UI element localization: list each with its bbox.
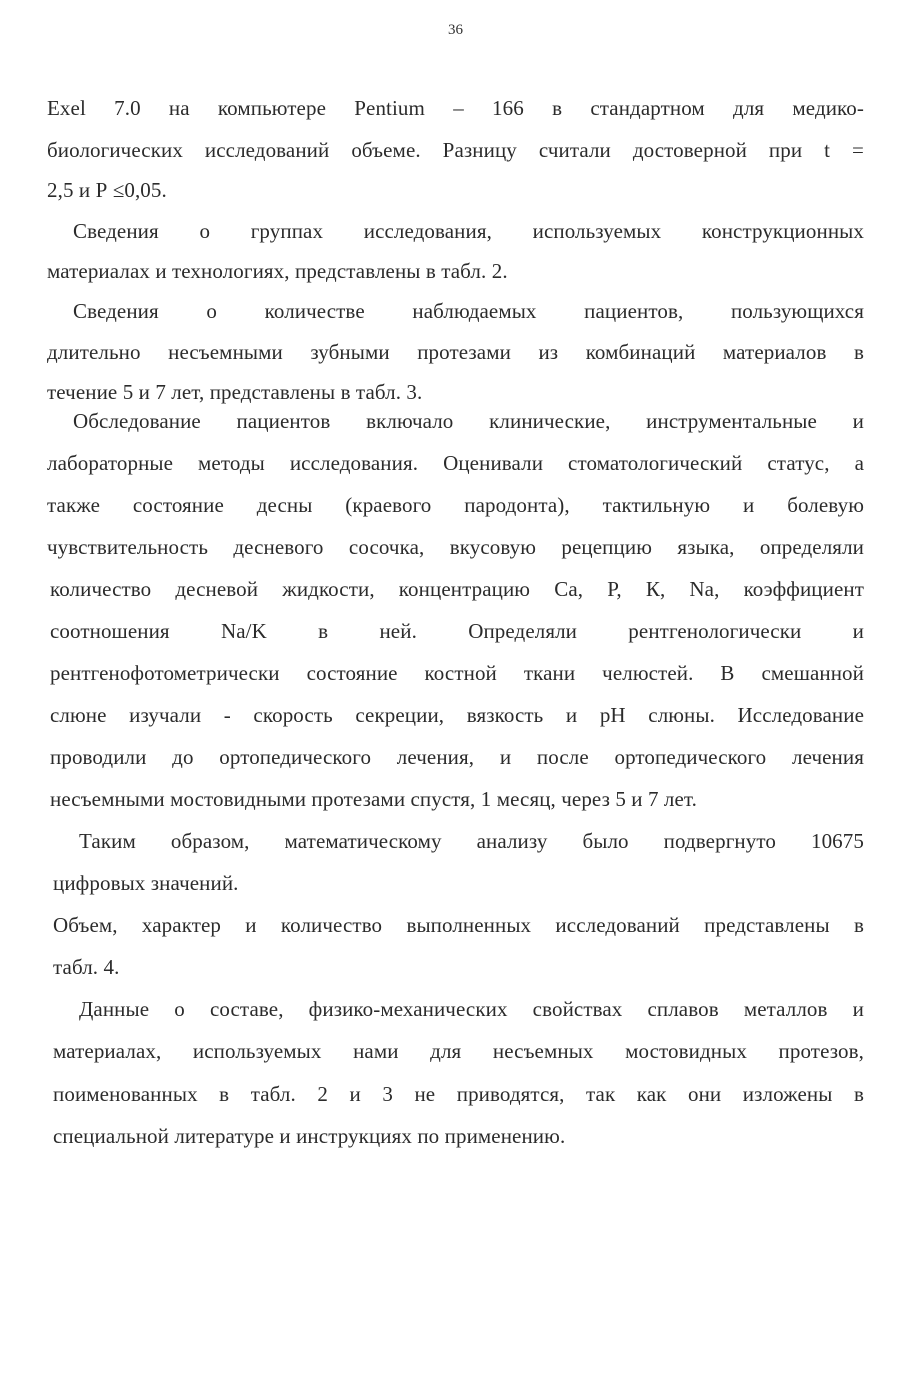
text-line: Таким образом, математическому анализу было подвергнуто 10675 bbox=[79, 829, 864, 853]
text-line: длительно несъемными зубными протезами из комбинаций материалов в bbox=[47, 340, 864, 364]
text-line: лабораторные методы исследования. Оценивали стоматологический статус, а bbox=[47, 451, 864, 475]
text-line: Сведения о количестве наблюдаемых пациентов, пользующихся bbox=[73, 299, 864, 323]
text-line: чувствительность десневого сосочка, вкусовую рецепцию языка, определяли bbox=[47, 535, 864, 559]
text-line: также состояние десны (краевого пародонта), тактильную и болевую bbox=[47, 493, 864, 517]
text-line: цифровых значений. bbox=[53, 871, 239, 895]
text-line: Обследование пациентов включало клинические, инструментальные и bbox=[73, 409, 864, 433]
text-line: Объем, характер и количество выполненных исследований представлены в bbox=[53, 913, 864, 937]
text-line: материалах и технологиях, представлены в табл. 2. bbox=[47, 259, 508, 283]
text-line: проводили до ортопедического лечения, и после ортопедического лечения bbox=[50, 745, 864, 769]
text-line: рентгенофотометрически состояние костной ткани челюстей. В смешанной bbox=[50, 661, 864, 685]
text-line: течение 5 и 7 лет, представлены в табл. 3. bbox=[47, 380, 423, 404]
text-line: 2,5 и Р ≤0,05. bbox=[47, 178, 167, 202]
text-line: количество десневой жидкости, концентрацию Са, Р, К, Na, коэффициент bbox=[50, 577, 864, 601]
text-line: несъемными мостовидными протезами спустя, 1 месяц, через 5 и 7 лет. bbox=[50, 787, 697, 811]
text-line: биологических исследований объеме. Разницу считали достоверной при t = bbox=[47, 138, 864, 162]
text-line: Exel 7.0 на компьютере Pentium – 166 в стандартном для медико- bbox=[47, 96, 864, 120]
text-line: материалах, используемых нами для несъемных мостовидных протезов, bbox=[53, 1039, 864, 1063]
text-line: соотношения Na/K в ней. Определяли рентгенологически и bbox=[50, 619, 864, 643]
page-number: 36 bbox=[448, 22, 463, 38]
text-line: слюне изучали - скорость секреции, вязкость и рН слюны. Исследование bbox=[50, 703, 864, 727]
text-line: табл. 4. bbox=[53, 955, 120, 979]
text-line: Сведения о группах исследования, используемых конструкционных bbox=[73, 219, 864, 243]
text-line: специальной литературе и инструкциях по применению. bbox=[53, 1124, 566, 1148]
text-line: поименованных в табл. 2 и 3 не приводятся, так как они изложены в bbox=[53, 1082, 864, 1106]
text-line: Данные о составе, физико-механических свойствах сплавов металлов и bbox=[79, 997, 864, 1021]
